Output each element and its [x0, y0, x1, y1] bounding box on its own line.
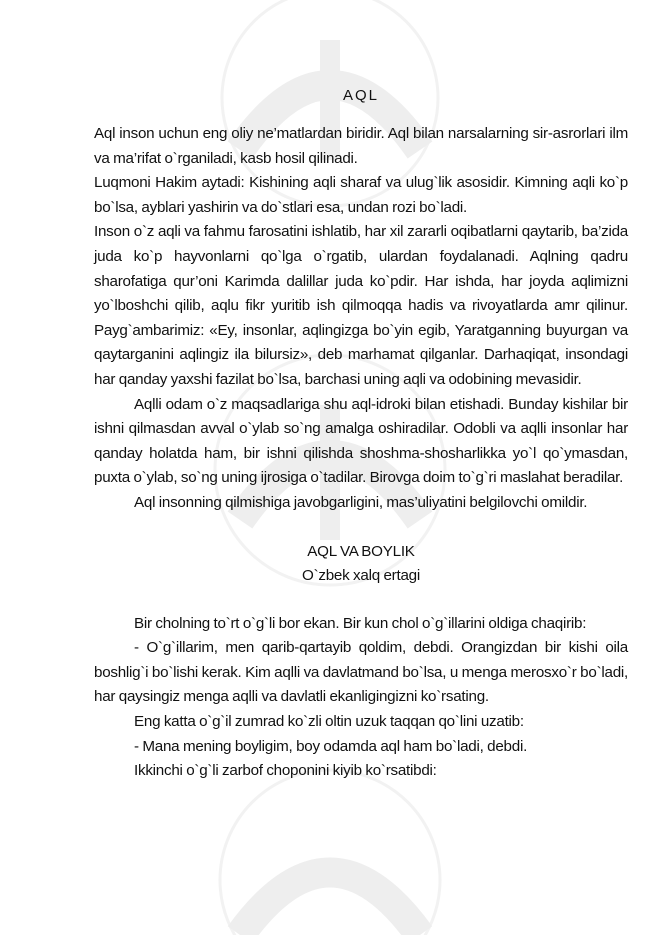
- story-paragraph-4: - Mana mening boyligim, boy odamda aql ham bo`ladi, debdi.: [134, 737, 528, 755]
- story-paragraph-1: Bir cholning to`rt o`g`li bor ekan. Bir kun chol o`g`illarini oldiga chaqirib:: [134, 614, 587, 632]
- paragraph-intro-1: Aql inson uchun eng oliy ne’matlardan biridir. Aql bilan narsalarning sir-asrorlari ilm va ma’rifat o`rganiladi, kasb hosil qilinadi.: [94, 125, 628, 167]
- paragraph-indented-1: Aqlli odam o`z maqsadlariga shu aql-idroki bilan etishadi. Bunday kishilar bir ishni qilmasdan avval o`ylab so`ng amalga oshiradilar. Odobli va aqlli insonlar har qanday holatda ham, bir ishni qilishda shoshma-shosharlikka yo`l qo`ymasdan, puxta o`ylab, so`ng uning ijrosiga o`tadilar. Birovga doim to`g`ri maslahat beradilar.: [94, 395, 628, 487]
- spacer: [94, 589, 628, 612]
- page-title: AQL: [342, 87, 379, 104]
- document-page: [94, 84, 628, 784]
- story-paragraph-2: - O`g`illarim, men qarib-qartayib qoldim, debdi. Orangizdan bir kishi oila boshlig`i bo`lishi kerak. Kim aqlli va davlatmand bo`lsa, u menga merosxo`r bo`ladi, har qaysingiz menga aqlli va davlatli ekanligingizni ko`rsating.: [94, 639, 628, 706]
- section-subtitle: O`zbek xalq ertagi: [302, 567, 420, 585]
- paragraph-indented-2: Aql insonning qilmishiga javobgarligini, mas’uliyatini belgilovchi omildir.: [134, 493, 588, 511]
- story-paragraph-5: Ikkinchi o`g`li zarbof choponini kiyib ko`rsatibdi:: [134, 762, 437, 780]
- story-paragraph-3: Eng katta o`g`il zumrad ko`zli oltin uzuk taqqan qo`lini uzatib:: [134, 713, 524, 731]
- watermark-logo-bottom: [220, 770, 440, 935]
- paragraph-intro-3: Inson o`z aqli va fahmu farosatini ishlatib, har xil zararli oqibatlarni qaytarib, ba’zida juda ko`p hayvonlarni qo`lga o`rgatib, ulardan foydalanadi. Aqlning qadru sharofatiga qur’oni Karimda dalillar juda ko`pdir. Har ishda, har joyda aqlimizni yo`lboshchi qilib, aqlu fikr yuritib ish qilmoqqa hadis va rivoyatlarda amr qilinur. Payg`ambarimiz: «Ey, insonlar, aqlingizga bo`yin egib, Yaratganning buyurgan va qaytarganini aqlingiz ila bilursiz», deb marhamat qilganlar. Darhaqiqat, insondagi har qanday yaxshi fazilat bo`lsa, barchasi uning aqli va odobining mevasidir.: [94, 223, 628, 388]
- spacer: [94, 516, 628, 540]
- paragraph-intro-2: Luqmoni Hakim aytadi: Kishining aqli sharaf va ulug`lik asosidir. Kimning aqli ko`p bo`lsa, ayblari yashirin va do`stlari esa, undan rozi bo`ladi.: [94, 174, 628, 216]
- section-title: AQL VA BOYLIK: [307, 542, 415, 560]
